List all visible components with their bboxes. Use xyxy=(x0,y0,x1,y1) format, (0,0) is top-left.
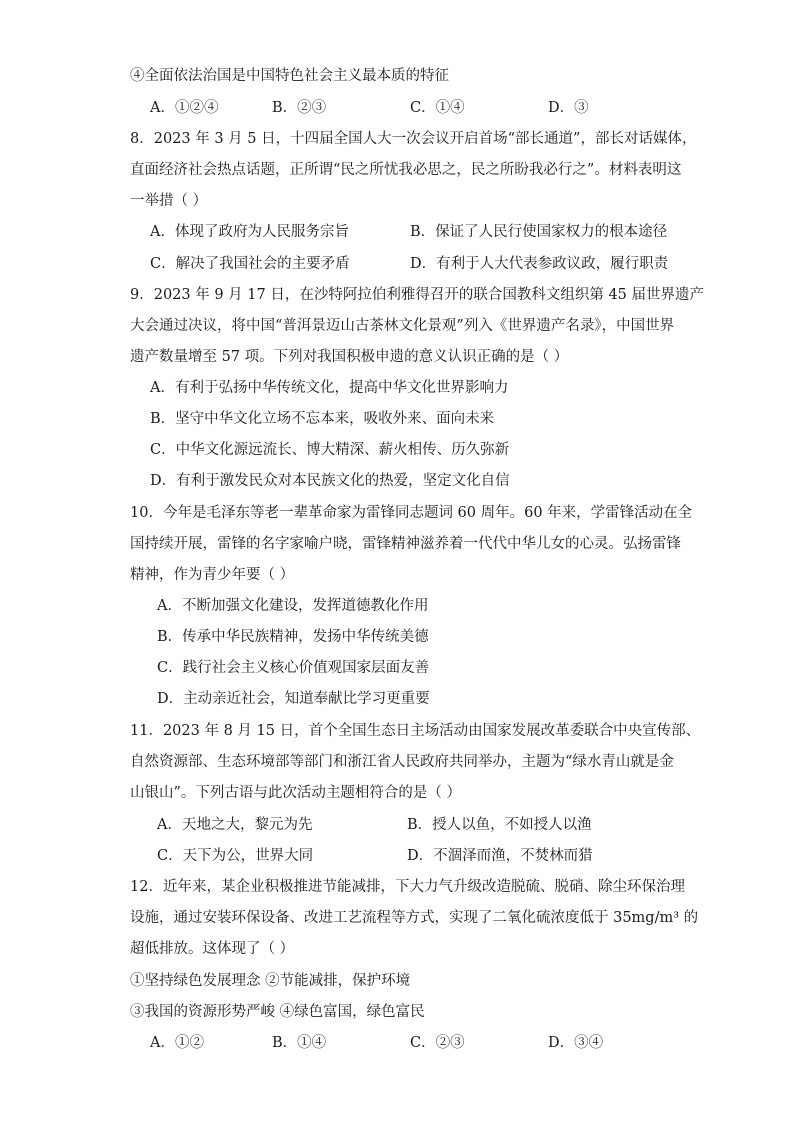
q9-option-c[interactable]: C．中华文化源远流长、博大精深、薪火相传、历久弥新 xyxy=(150,442,510,458)
q11-option-b[interactable]: B．授人以鱼，不如授人以渔 xyxy=(407,817,592,833)
q8-option-a[interactable]: A．体现了政府为人民服务宗旨 xyxy=(150,224,349,240)
q7-option-c[interactable]: C．①④ xyxy=(410,100,465,116)
q9-option-b[interactable]: B．坚守中华文化立场不忘本来，吸收外来、面向未来 xyxy=(150,411,495,427)
q11-line-2: 自然资源部、生态环境部等部门和浙江省人民政府共同举办，主题为“绿水青山就是金 xyxy=(130,754,674,770)
q8-option-d[interactable]: D．有利于人大代表参政议政，履行职责 xyxy=(410,256,669,272)
q12-statements-2: ③我国的资源形势严峻 ④绿色富国，绿色富民 xyxy=(130,1004,425,1020)
q8-line-2: 直面经济社会热点话题，正所谓“民之所忧我必思之，民之所盼我必行之”。材料表明这 xyxy=(130,162,682,178)
q12-line-2: 设施，通过安装环保设备、改进工艺流程等方式，实现了二氧化硫浓度低于 35mg/m³ 的 xyxy=(130,910,699,926)
q12-option-a[interactable]: A．①② xyxy=(150,1035,204,1051)
q9-line-3: 遗产数量增至 57 项。下列对我国积极申遗的意义认识正确的是（ ） xyxy=(130,349,569,365)
q11-line-3: 山银山”。下列古语与此次活动主题相符合的是（ ） xyxy=(130,785,462,801)
q10-line-3: 精神，作为青少年要（ ） xyxy=(130,567,295,583)
q12-line-1: 12．近年来，某企业积极推进节能减排，下大力气升级改造脱硫、脱硝、除尘环保治理 xyxy=(130,879,685,895)
q7-option-a[interactable]: A．①②④ xyxy=(150,100,219,116)
q8-line-3: 一举措（ ） xyxy=(130,193,208,209)
q12-statements-1: ①坚持绿色发展理念 ②节能减排，保护环境 xyxy=(130,973,411,989)
q10-line-2: 国持续开展，雷锋的名字家喻户晓，雷锋精神滋养着一代代中华儿女的心灵。弘扬雷锋 xyxy=(130,536,681,552)
q10-option-d[interactable]: D．主动亲近社会，知道奉献比学习更重要 xyxy=(157,691,430,707)
q7-statement-4: ④全面依法治国是中国特色社会主义最本质的特征 xyxy=(130,68,449,84)
q12-option-d[interactable]: D．③④ xyxy=(548,1035,604,1051)
q12-option-c[interactable]: C．②③ xyxy=(410,1035,465,1051)
q11-line-1: 11．2023 年 8 月 15 日，首个全国生态日主场活动由国家发展改革委联合中央宣传部、 xyxy=(130,723,701,739)
q8-line-1: 8．2023 年 3 月 5 日，十四届全国人大一次会议开启首场“部长通道”，部长对话媒体， xyxy=(130,131,697,147)
q11-option-a[interactable]: A．天地之大，黎元为先 xyxy=(157,817,313,833)
q9-line-1: 9．2023 年 9 月 17 日，在沙特阿拉伯利雅得召开的联合国教科文组织第 45 届世界遗产 xyxy=(130,287,705,303)
q10-option-c[interactable]: C．践行社会主义核心价值观国家层面友善 xyxy=(157,660,430,676)
q10-option-a[interactable]: A．不断加强文化建设，发挥道德教化作用 xyxy=(157,598,429,614)
q8-option-b[interactable]: B．保证了人民行使国家权力的根本途径 xyxy=(410,224,668,240)
q7-option-b[interactable]: B．②③ xyxy=(272,100,327,116)
q9-line-2: 大会通过决议，将中国“普洱景迈山古茶林文化景观”列入《世界遗产名录》，中国世界 xyxy=(130,318,675,334)
q7-option-d[interactable]: D．③ xyxy=(548,100,589,116)
q11-option-d[interactable]: D．不涸泽而渔，不焚林而猎 xyxy=(407,848,593,864)
q8-option-c[interactable]: C．解决了我国社会的主要矛盾 xyxy=(150,256,350,272)
q9-option-a[interactable]: A．有利于弘扬中华传统文化，提高中华文化世界影响力 xyxy=(150,380,509,396)
q11-option-c[interactable]: C．天下为公，世界大同 xyxy=(157,848,314,864)
q9-option-d[interactable]: D．有利于激发民众对本民族文化的热爱，坚定文化自信 xyxy=(150,473,510,489)
q12-option-b[interactable]: B．①④ xyxy=(272,1035,327,1051)
q12-line-3: 超低排放。这体现了（ ） xyxy=(130,941,295,957)
q10-line-1: 10．今年是毛泽东等老一辈革命家为雷锋同志题词 60 周年。60 年来，学雷锋活动在全 xyxy=(130,505,693,521)
q10-option-b[interactable]: B．传承中华民族精神，发扬中华传统美德 xyxy=(157,629,429,645)
